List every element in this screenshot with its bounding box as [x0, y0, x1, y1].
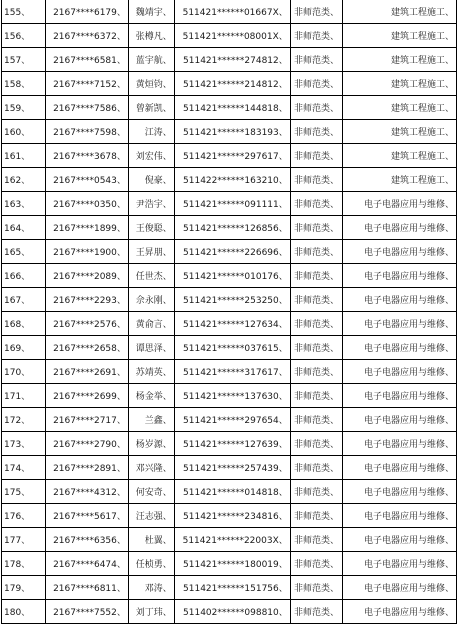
id-number-cell: 511421******127639、: [174, 432, 290, 456]
name-cell: 谭思泽、: [128, 336, 174, 360]
name-cell: 杨金举、: [128, 384, 174, 408]
row-number-cell: 174、: [2, 456, 46, 480]
table-row: [2, 528, 457, 552]
name-cell: 蓝宇航、: [128, 48, 174, 72]
category-cell: 非师范类、: [290, 360, 343, 384]
row-number-cell: 156、: [2, 24, 46, 48]
table-row: [2, 336, 457, 360]
category-cell: 非师范类、: [290, 24, 343, 48]
name-cell: 王昇朋、: [128, 240, 174, 264]
major-cell: 电子电器应用与维修、: [343, 456, 457, 480]
id-number-cell: 511421******137630、: [174, 384, 290, 408]
table-row: [2, 288, 457, 312]
exam-number-cell: 2167****2293、: [45, 288, 128, 312]
major-cell: 电子电器应用与维修、: [343, 336, 457, 360]
id-number-cell: 511402******098810、: [174, 600, 290, 624]
exam-number-cell: 2167****6372、: [45, 24, 128, 48]
major-cell: 电子电器应用与维修、: [343, 264, 457, 288]
major-cell: 电子电器应用与维修、: [343, 480, 457, 504]
category-cell: 非师范类、: [290, 336, 343, 360]
category-cell: 非师范类、: [290, 528, 343, 552]
major-cell: 电子电器应用与维修、: [343, 408, 457, 432]
exam-number-cell: 2167****1900、: [45, 240, 128, 264]
name-cell: 佘永刚、: [128, 288, 174, 312]
table-row: [2, 96, 457, 120]
major-cell: 电子电器应用与维修、: [343, 288, 457, 312]
name-cell: 王俊聪、: [128, 216, 174, 240]
row-number-cell: 168、: [2, 312, 46, 336]
id-number-cell: 511421******037615、: [174, 336, 290, 360]
exam-number-cell: 2167****7598、: [45, 120, 128, 144]
exam-number-cell: 2167****1899、: [45, 216, 128, 240]
name-cell: 曾新凯、: [128, 96, 174, 120]
name-cell: 魏靖宇、: [128, 0, 174, 24]
row-number-cell: 157、: [2, 48, 46, 72]
name-cell: 尹浩宇、: [128, 192, 174, 216]
table-row: [2, 216, 457, 240]
category-cell: 非师范类、: [290, 240, 343, 264]
row-number-cell: 160、: [2, 120, 46, 144]
major-cell: 电子电器应用与维修、: [343, 552, 457, 576]
exam-number-cell: 2167****5617、: [45, 504, 128, 528]
id-number-cell: 511421******01667X、: [174, 0, 290, 24]
exam-number-cell: 2167****6581、: [45, 48, 128, 72]
table-row: [2, 456, 457, 480]
row-number-cell: 158、: [2, 72, 46, 96]
row-number-cell: 155、: [2, 0, 46, 24]
id-number-cell: 511421******180019、: [174, 552, 290, 576]
major-cell: 电子电器应用与维修、: [343, 504, 457, 528]
major-cell: 电子电器应用与维修、: [343, 360, 457, 384]
major-cell: 电子电器应用与维修、: [343, 528, 457, 552]
category-cell: 非师范类、: [290, 600, 343, 624]
table-row: [2, 72, 457, 96]
major-cell: 建筑工程施工、: [343, 72, 457, 96]
table-row: [2, 432, 457, 456]
row-number-cell: 175、: [2, 480, 46, 504]
exam-number-cell: 2167****2699、: [45, 384, 128, 408]
name-cell: 江涛、: [128, 120, 174, 144]
category-cell: 非师范类、: [290, 264, 343, 288]
id-number-cell: 511421******127634、: [174, 312, 290, 336]
category-cell: 非师范类、: [290, 0, 343, 24]
row-number-cell: 172、: [2, 408, 46, 432]
table-row: [2, 240, 457, 264]
name-cell: 邓兴隆、: [128, 456, 174, 480]
table-row: [2, 120, 457, 144]
name-cell: 任世杰、: [128, 264, 174, 288]
major-cell: 电子电器应用与维修、: [343, 600, 457, 624]
exam-number-cell: 2167****2658、: [45, 336, 128, 360]
table-row: [2, 144, 457, 168]
category-cell: 非师范类、: [290, 456, 343, 480]
name-cell: 刘宏伟、: [128, 144, 174, 168]
exam-number-cell: 2167****0350、: [45, 192, 128, 216]
exam-number-cell: 2167****6179、: [45, 0, 128, 24]
id-number-cell: 511421******317617、: [174, 360, 290, 384]
row-number-cell: 162、: [2, 168, 46, 192]
id-number-cell: 511422******163210、: [174, 168, 290, 192]
name-cell: 任桢勇、: [128, 552, 174, 576]
table-row: [2, 384, 457, 408]
exam-number-cell: 2167****2576、: [45, 312, 128, 336]
major-cell: 建筑工程施工、: [343, 168, 457, 192]
name-cell: 黄俞言、: [128, 312, 174, 336]
table-row: [2, 192, 457, 216]
row-number-cell: 169、: [2, 336, 46, 360]
exam-number-cell: 2167****3678、: [45, 144, 128, 168]
major-cell: 建筑工程施工、: [343, 0, 457, 24]
major-cell: 电子电器应用与维修、: [343, 312, 457, 336]
name-cell: 兰鑫、: [128, 408, 174, 432]
name-cell: 汪志强、: [128, 504, 174, 528]
row-number-cell: 159、: [2, 96, 46, 120]
category-cell: 非师范类、: [290, 120, 343, 144]
major-cell: 建筑工程施工、: [343, 144, 457, 168]
roster-body: [2, 0, 457, 624]
name-cell: 张樽凡、: [128, 24, 174, 48]
category-cell: 非师范类、: [290, 576, 343, 600]
exam-number-cell: 2167****6811、: [45, 576, 128, 600]
category-cell: 非师范类、: [290, 216, 343, 240]
id-number-cell: 511421******151756、: [174, 576, 290, 600]
id-number-cell: 511421******214812、: [174, 72, 290, 96]
table-row: [2, 0, 457, 24]
row-number-cell: 167、: [2, 288, 46, 312]
category-cell: 非师范类、: [290, 144, 343, 168]
exam-number-cell: 2167****6356、: [45, 528, 128, 552]
row-number-cell: 170、: [2, 360, 46, 384]
category-cell: 非师范类、: [290, 504, 343, 528]
id-number-cell: 511421******274812、: [174, 48, 290, 72]
row-number-cell: 178、: [2, 552, 46, 576]
table-row: [2, 48, 457, 72]
name-cell: 邓涛、: [128, 576, 174, 600]
category-cell: 非师范类、: [290, 288, 343, 312]
id-number-cell: 511421******183193、: [174, 120, 290, 144]
name-cell: 苏靖英、: [128, 360, 174, 384]
id-number-cell: 511421******257439、: [174, 456, 290, 480]
exam-number-cell: 2167****7552、: [45, 600, 128, 624]
major-cell: 建筑工程施工、: [343, 96, 457, 120]
major-cell: 电子电器应用与维修、: [343, 216, 457, 240]
name-cell: 杜翼、: [128, 528, 174, 552]
row-number-cell: 163、: [2, 192, 46, 216]
table-row: [2, 408, 457, 432]
category-cell: 非师范类、: [290, 312, 343, 336]
exam-number-cell: 2167****4312、: [45, 480, 128, 504]
row-number-cell: 164、: [2, 216, 46, 240]
category-cell: 非师范类、: [290, 72, 343, 96]
row-number-cell: 179、: [2, 576, 46, 600]
table-row: [2, 552, 457, 576]
major-cell: 电子电器应用与维修、: [343, 384, 457, 408]
id-number-cell: 511421******297617、: [174, 144, 290, 168]
major-cell: 电子电器应用与维修、: [343, 192, 457, 216]
category-cell: 非师范类、: [290, 480, 343, 504]
id-number-cell: 511421******226696、: [174, 240, 290, 264]
major-cell: 电子电器应用与维修、: [343, 240, 457, 264]
id-number-cell: 511421******144818、: [174, 96, 290, 120]
exam-number-cell: 2167****2790、: [45, 432, 128, 456]
id-number-cell: 511421******234816、: [174, 504, 290, 528]
category-cell: 非师范类、: [290, 552, 343, 576]
exam-number-cell: 2167****6474、: [45, 552, 128, 576]
table-row: [2, 360, 457, 384]
exam-number-cell: 2167****2691、: [45, 360, 128, 384]
name-cell: 刘丁玮、: [128, 600, 174, 624]
table-row: [2, 264, 457, 288]
row-number-cell: 176、: [2, 504, 46, 528]
table-row: [2, 480, 457, 504]
exam-number-cell: 2167****2891、: [45, 456, 128, 480]
category-cell: 非师范类、: [290, 48, 343, 72]
id-number-cell: 511421******010176、: [174, 264, 290, 288]
id-number-cell: 511421******126856、: [174, 216, 290, 240]
row-number-cell: 165、: [2, 240, 46, 264]
category-cell: 非师范类、: [290, 432, 343, 456]
row-number-cell: 180、: [2, 600, 46, 624]
roster-table: [1, 0, 457, 624]
name-cell: 何安奇、: [128, 480, 174, 504]
exam-number-cell: 2167****2089、: [45, 264, 128, 288]
major-cell: 建筑工程施工、: [343, 120, 457, 144]
major-cell: 建筑工程施工、: [343, 24, 457, 48]
id-number-cell: 511421******297654、: [174, 408, 290, 432]
category-cell: 非师范类、: [290, 408, 343, 432]
major-cell: 建筑工程施工、: [343, 48, 457, 72]
table-row: [2, 24, 457, 48]
table-row: [2, 312, 457, 336]
major-cell: 电子电器应用与维修、: [343, 432, 457, 456]
exam-number-cell: 2167****0543、: [45, 168, 128, 192]
table-row: [2, 576, 457, 600]
major-cell: 电子电器应用与维修、: [343, 576, 457, 600]
category-cell: 非师范类、: [290, 96, 343, 120]
category-cell: 非师范类、: [290, 168, 343, 192]
exam-number-cell: 2167****2717、: [45, 408, 128, 432]
exam-number-cell: 2167****7586、: [45, 96, 128, 120]
row-number-cell: 171、: [2, 384, 46, 408]
category-cell: 非师范类、: [290, 384, 343, 408]
id-number-cell: 511421******014818、: [174, 480, 290, 504]
category-cell: 非师范类、: [290, 192, 343, 216]
row-number-cell: 161、: [2, 144, 46, 168]
row-number-cell: 173、: [2, 432, 46, 456]
exam-number-cell: 2167****7152、: [45, 72, 128, 96]
name-cell: 黄烜钧、: [128, 72, 174, 96]
name-cell: 杨岁源、: [128, 432, 174, 456]
id-number-cell: 511421******253250、: [174, 288, 290, 312]
table-row: [2, 600, 457, 624]
row-number-cell: 166、: [2, 264, 46, 288]
table-row: [2, 168, 457, 192]
id-number-cell: 511421******091111、: [174, 192, 290, 216]
id-number-cell: 511421******08001X、: [174, 24, 290, 48]
table-row: [2, 504, 457, 528]
row-number-cell: 177、: [2, 528, 46, 552]
id-number-cell: 511421******22003X、: [174, 528, 290, 552]
name-cell: 倪豪、: [128, 168, 174, 192]
